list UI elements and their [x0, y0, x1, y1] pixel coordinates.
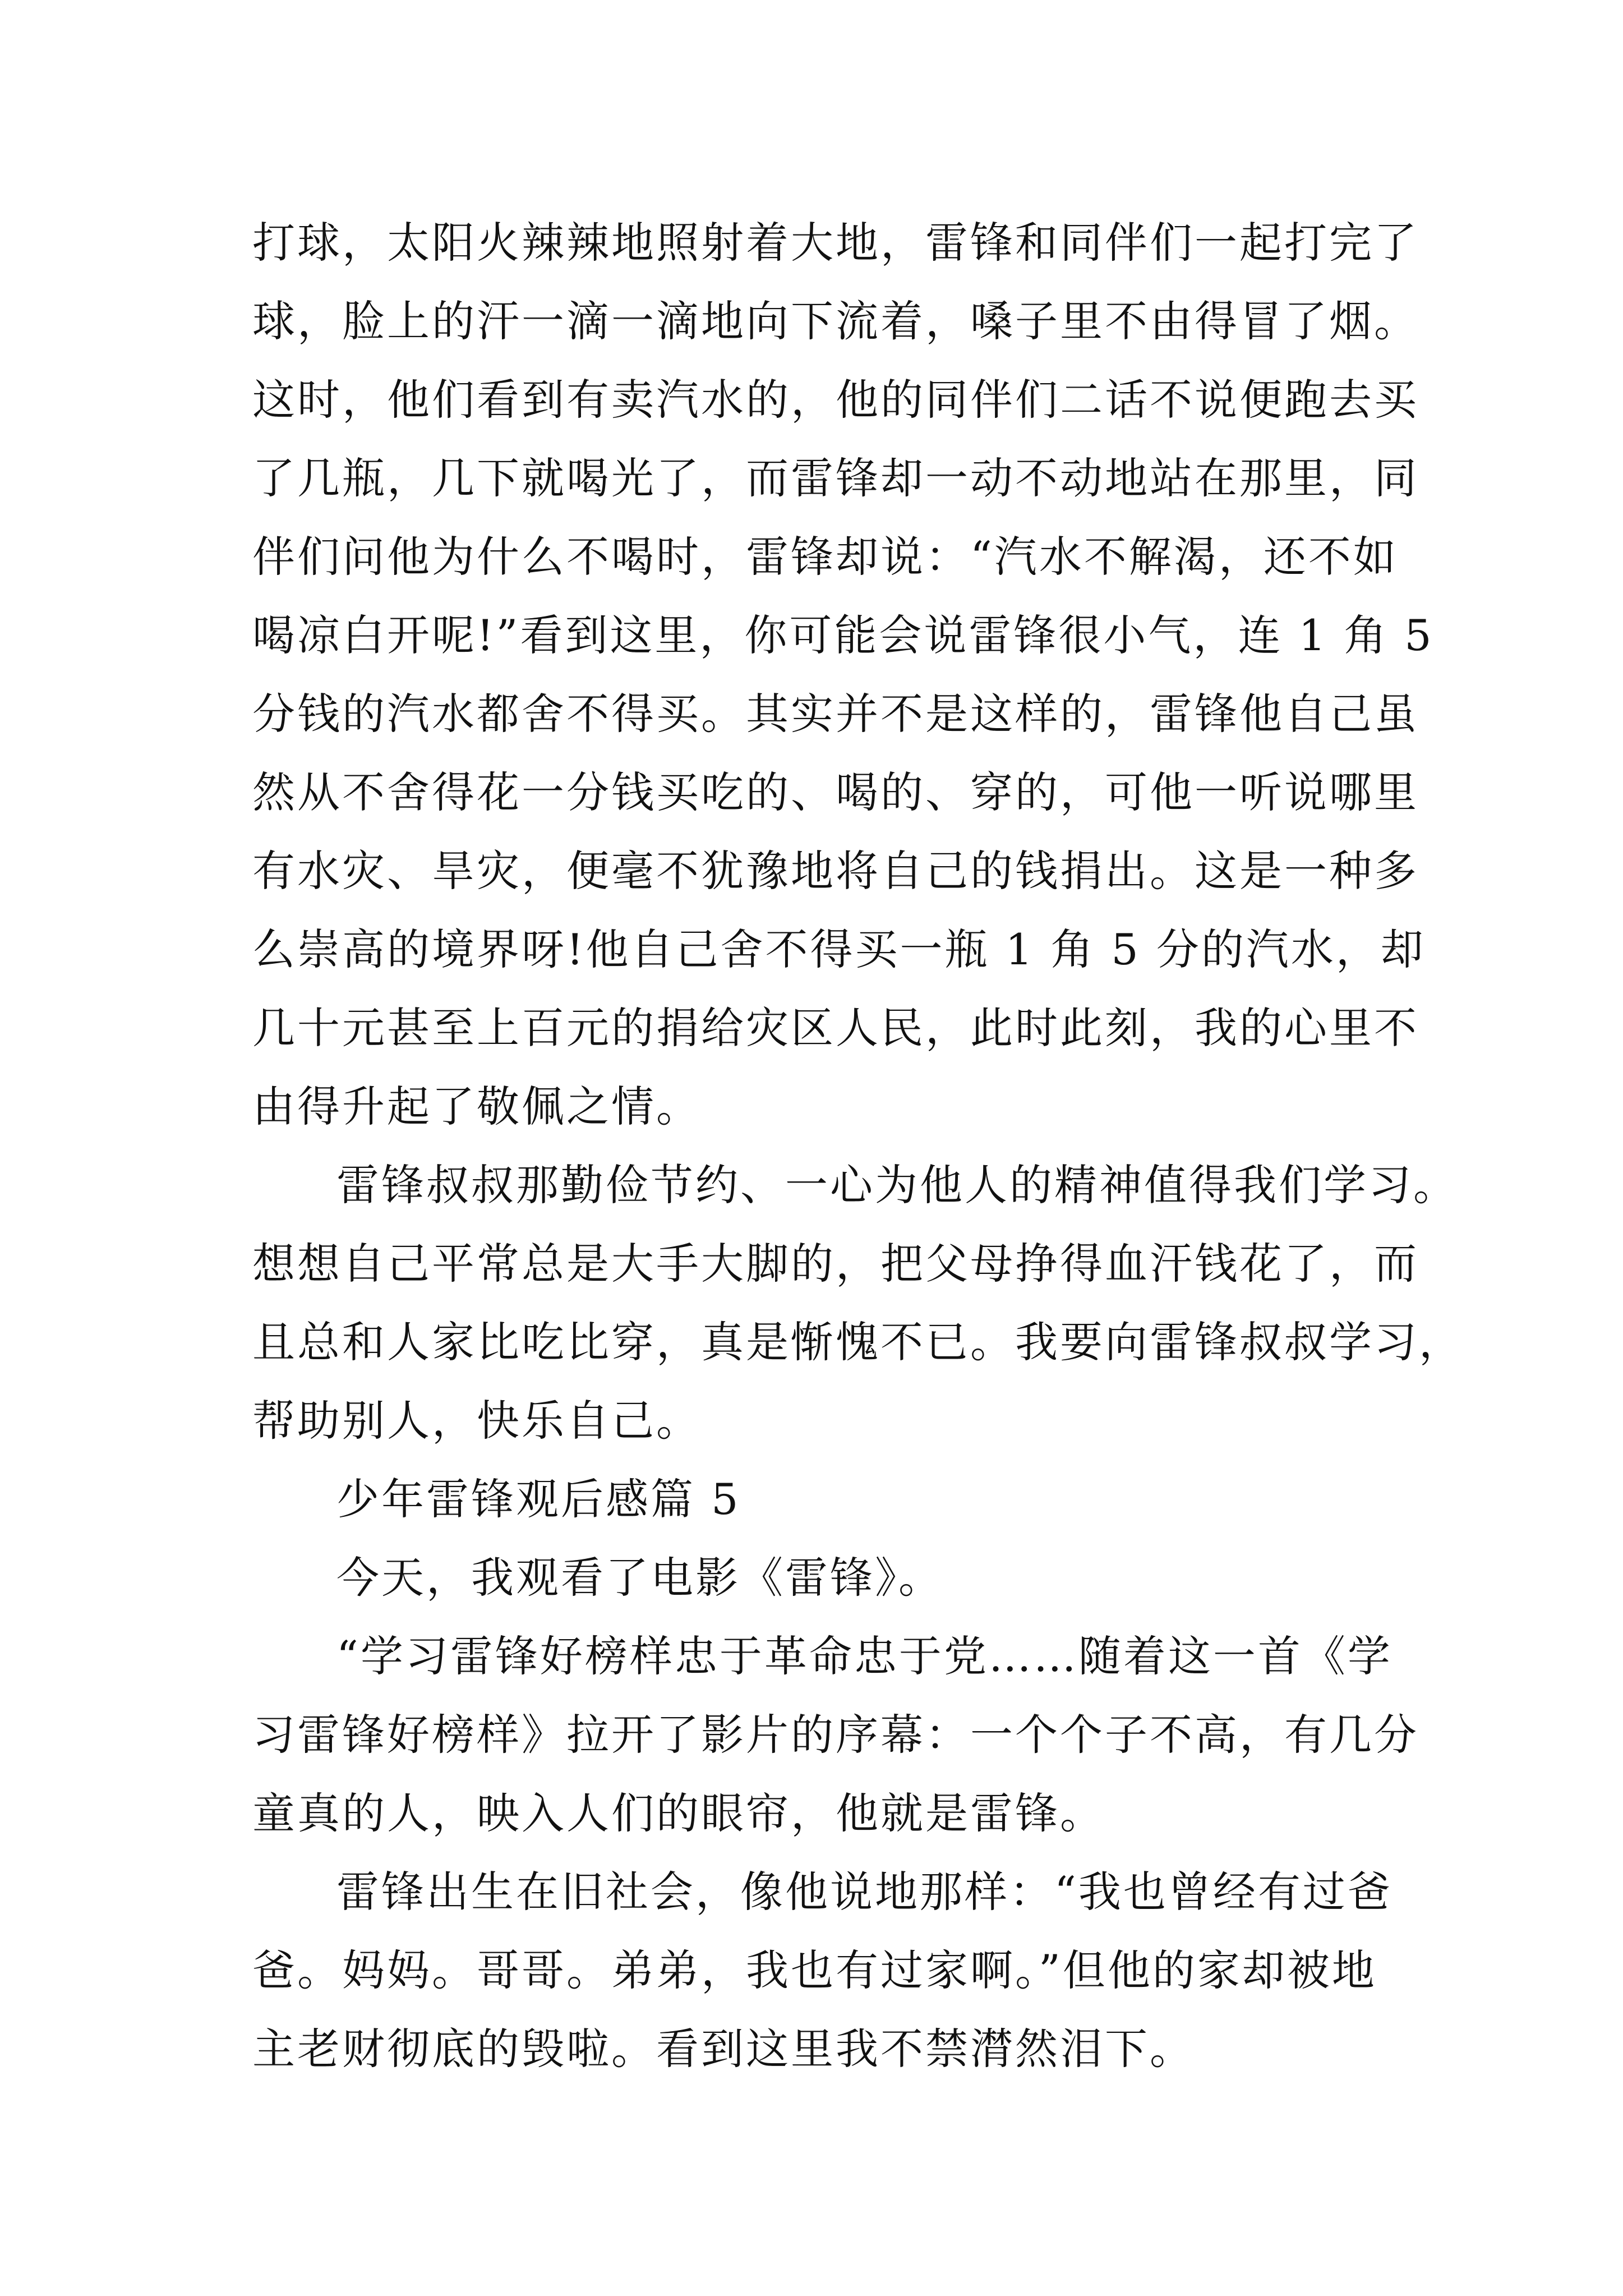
text-line: 雷锋叔叔那勤俭节约、一心为他人的精神值得我们学习。	[336, 1160, 1458, 1210]
text-line: 球，脸上的汗一滴一滴地向下流着，嗓子里不由得冒了烟。	[252, 296, 1419, 346]
text-line: 由得升起了敬佩之情。	[252, 1082, 701, 1131]
text-line: 几十元甚至上百元的捐给灾区人民，此时此刻，我的心里不	[252, 1003, 1419, 1053]
text-line: 帮助别人，快乐自己。	[252, 1396, 701, 1446]
text-line: 么崇高的境界呀!他自己舍不得买一瓶 1 角 5 分的汽水，却	[252, 924, 1426, 974]
section-heading: 少年雷锋观后感篇 5	[336, 1474, 741, 1524]
text-line: 这时，他们看到有卖汽水的，他的同伴们二话不说便跑去买	[252, 375, 1419, 425]
text-line: 童真的人，映入人们的眼帘，他就是雷锋。	[252, 1788, 1105, 1838]
text-line: 主老财彻底的毁啦。看到这里我不禁潸然泪下。	[252, 2024, 1195, 2074]
text-line: 伴们问他为什么不喝时，雷锋却说：“汽水不解渴，还不如	[252, 532, 1398, 582]
text-line: 今天，我观看了电影《雷锋》。	[336, 1553, 943, 1603]
text-line: 且总和人家比吃比穿，真是惭愧不已。我要向雷锋叔叔学习，	[252, 1317, 1464, 1367]
text-line: 有水灾、旱灾，便毫不犹豫地将自己的钱捐出。这是一种多	[252, 846, 1419, 896]
text-line: “学习雷锋好榜样忠于革命忠于党……随着这一首《学	[336, 1631, 1393, 1681]
text-line: 打球，太阳火辣辣地照射着大地，雷锋和同伴们一起打完了	[252, 218, 1419, 268]
text-line: 分钱的汽水都舍不得买。其实并不是这样的，雷锋他自己虽	[252, 689, 1419, 739]
text-line: 习雷锋好榜样》拉开了影片的序幕：一个个子不高，有几分	[252, 1710, 1419, 1760]
text-line: 想想自己平常总是大手大脚的，把父母挣得血汗钱花了，而	[252, 1239, 1419, 1289]
text-line: 爸。妈妈。哥哥。弟弟，我也有过家啊。”但他的家却被地	[252, 1945, 1377, 1995]
text-line: 喝凉白开呢!”看到这里，你可能会说雷锋很小气，连 1 角 5	[252, 610, 1434, 660]
text-line: 雷锋出生在旧社会，像他说地那样：“我也曾经有过爸	[336, 1867, 1393, 1917]
text-line: 然从不舍得花一分钱买吃的、喝的、穿的，可他一听说哪里	[252, 767, 1419, 817]
text-line: 了几瓶，几下就喝光了，而雷锋却一动不动地站在那里，同	[252, 453, 1419, 503]
